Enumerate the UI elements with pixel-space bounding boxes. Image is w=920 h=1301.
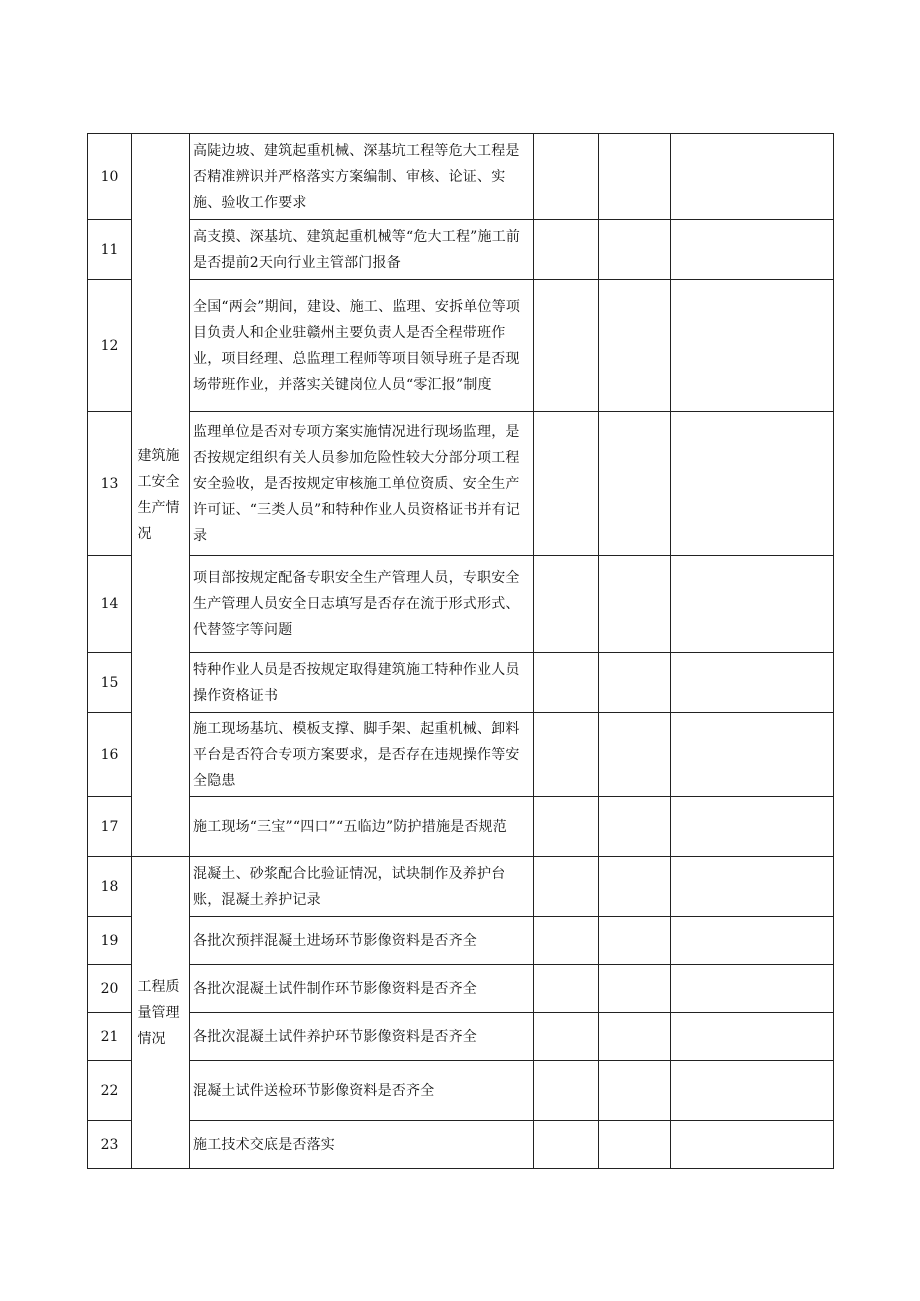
table-row xyxy=(88,857,834,917)
row-number: 22 xyxy=(88,1061,132,1121)
check-item-text: 混凝土、砂浆配合比验证情况，试块制作及养护台账，混凝土养护记录 xyxy=(190,857,534,917)
remarks-cell[interactable] xyxy=(671,917,834,965)
check-item-text: 混凝土试件送检环节影像资料是否齐全 xyxy=(190,1061,534,1121)
remarks-cell[interactable] xyxy=(671,220,834,280)
table-row xyxy=(88,1013,834,1061)
result-cell[interactable] xyxy=(534,556,599,653)
check-item-text: 特种作业人员是否按规定取得建筑施工特种作业人员操作资格证书 xyxy=(190,653,534,713)
table-row xyxy=(88,1121,834,1169)
remarks-cell[interactable] xyxy=(671,965,834,1013)
result-cell[interactable] xyxy=(599,1121,671,1169)
remarks-cell[interactable] xyxy=(671,412,834,556)
row-number: 13 xyxy=(88,412,132,556)
check-item-text: 各批次预拌混凝土进场环节影像资料是否齐全 xyxy=(190,917,534,965)
table-row xyxy=(88,965,834,1013)
table-row xyxy=(88,280,834,412)
result-cell[interactable] xyxy=(534,1121,599,1169)
result-cell[interactable] xyxy=(599,965,671,1013)
table-row xyxy=(88,713,834,797)
remarks-cell[interactable] xyxy=(671,857,834,917)
table-row xyxy=(88,797,834,857)
row-number: 16 xyxy=(88,713,132,797)
result-cell[interactable] xyxy=(534,917,599,965)
result-cell[interactable] xyxy=(534,1061,599,1121)
result-cell[interactable] xyxy=(534,713,599,797)
category-label-safety: 建筑施工安全生产情况 xyxy=(137,448,180,542)
check-item-text: 监理单位是否对专项方案实施情况进行现场监理，是否按规定组织有关人员参加危险性较大分部分项工程安全验收，是否按规定审核施工单位资质、安全生产许可证、“三类人员”和特种作业人员资格证书并有记录 xyxy=(190,412,534,556)
table-row xyxy=(88,556,834,653)
table-row xyxy=(88,917,834,965)
result-cell[interactable] xyxy=(534,797,599,857)
result-cell[interactable] xyxy=(599,797,671,857)
row-number: 15 xyxy=(88,653,132,713)
check-item-text: 高支摸、深基坑、建筑起重机械等“危大工程”施工前是否提前2天向行业主管部门报备 xyxy=(190,220,534,280)
result-cell[interactable] xyxy=(534,134,599,220)
remarks-cell[interactable] xyxy=(671,556,834,653)
check-item-text: 高陡边坡、建筑起重机械、深基坑工程等危大工程是否精准辨识并严格落实方案编制、审核、论证、实施、验收工作要求 xyxy=(190,134,534,220)
check-item-text: 各批次混凝土试件制作环节影像资料是否齐全 xyxy=(190,965,534,1013)
result-cell[interactable] xyxy=(534,412,599,556)
remarks-cell[interactable] xyxy=(671,653,834,713)
row-number: 10 xyxy=(88,134,132,220)
category-cell xyxy=(132,134,190,857)
row-number: 20 xyxy=(88,965,132,1013)
result-cell[interactable] xyxy=(599,134,671,220)
row-number: 19 xyxy=(88,917,132,965)
result-cell[interactable] xyxy=(534,965,599,1013)
category-cell xyxy=(132,857,190,1169)
row-number: 14 xyxy=(88,556,132,653)
result-cell[interactable] xyxy=(534,653,599,713)
result-cell[interactable] xyxy=(534,220,599,280)
check-item-text: 各批次混凝土试件养护环节影像资料是否齐全 xyxy=(190,1013,534,1061)
remarks-cell[interactable] xyxy=(671,280,834,412)
result-cell[interactable] xyxy=(599,1061,671,1121)
result-cell[interactable] xyxy=(599,556,671,653)
category-label-quality: 工程质量管理情况 xyxy=(137,978,180,1047)
table-row xyxy=(88,653,834,713)
row-number: 21 xyxy=(88,1013,132,1061)
row-number: 11 xyxy=(88,220,132,280)
remarks-cell[interactable] xyxy=(671,1013,834,1061)
table-row xyxy=(88,412,834,556)
result-cell[interactable] xyxy=(599,713,671,797)
remarks-cell[interactable] xyxy=(671,797,834,857)
result-cell[interactable] xyxy=(534,280,599,412)
result-cell[interactable] xyxy=(599,280,671,412)
remarks-cell[interactable] xyxy=(671,1061,834,1121)
check-item-text: 全国“两会”期间，建设、施工、监理、安拆单位等项目负责人和企业驻赣州主要负责人是否全程带班作业，项目经理、总监理工程师等项目领导班子是否现场带班作业，并落实关键岗位人员“零汇报”制度 xyxy=(190,280,534,412)
result-cell[interactable] xyxy=(534,857,599,917)
check-item-text: 项目部按规定配备专职安全生产管理人员，专职安全生产管理人员安全日志填写是否存在流于形式形式、代替签字等问题 xyxy=(190,556,534,653)
remarks-cell[interactable] xyxy=(671,134,834,220)
row-number: 18 xyxy=(88,857,132,917)
row-number: 23 xyxy=(88,1121,132,1169)
table-row xyxy=(88,1061,834,1121)
inspection-checklist-table xyxy=(87,133,834,1169)
result-cell[interactable] xyxy=(534,1013,599,1061)
result-cell[interactable] xyxy=(599,857,671,917)
check-item-text: 施工技术交底是否落实 xyxy=(190,1121,534,1169)
result-cell[interactable] xyxy=(599,412,671,556)
result-cell[interactable] xyxy=(599,1013,671,1061)
check-item-text: 施工现场“三宝”“四口”“五临边”防护措施是否规范 xyxy=(190,797,534,857)
check-item-text: 施工现场基坑、模板支撑、脚手架、起重机械、卸料平台是否符合专项方案要求，是否存在违规操作等安全隐患 xyxy=(190,713,534,797)
remarks-cell[interactable] xyxy=(671,1121,834,1169)
table-row xyxy=(88,220,834,280)
row-number: 17 xyxy=(88,797,132,857)
result-cell[interactable] xyxy=(599,653,671,713)
remarks-cell[interactable] xyxy=(671,713,834,797)
row-number: 12 xyxy=(88,280,132,412)
result-cell[interactable] xyxy=(599,220,671,280)
table-row xyxy=(88,134,834,220)
result-cell[interactable] xyxy=(599,917,671,965)
